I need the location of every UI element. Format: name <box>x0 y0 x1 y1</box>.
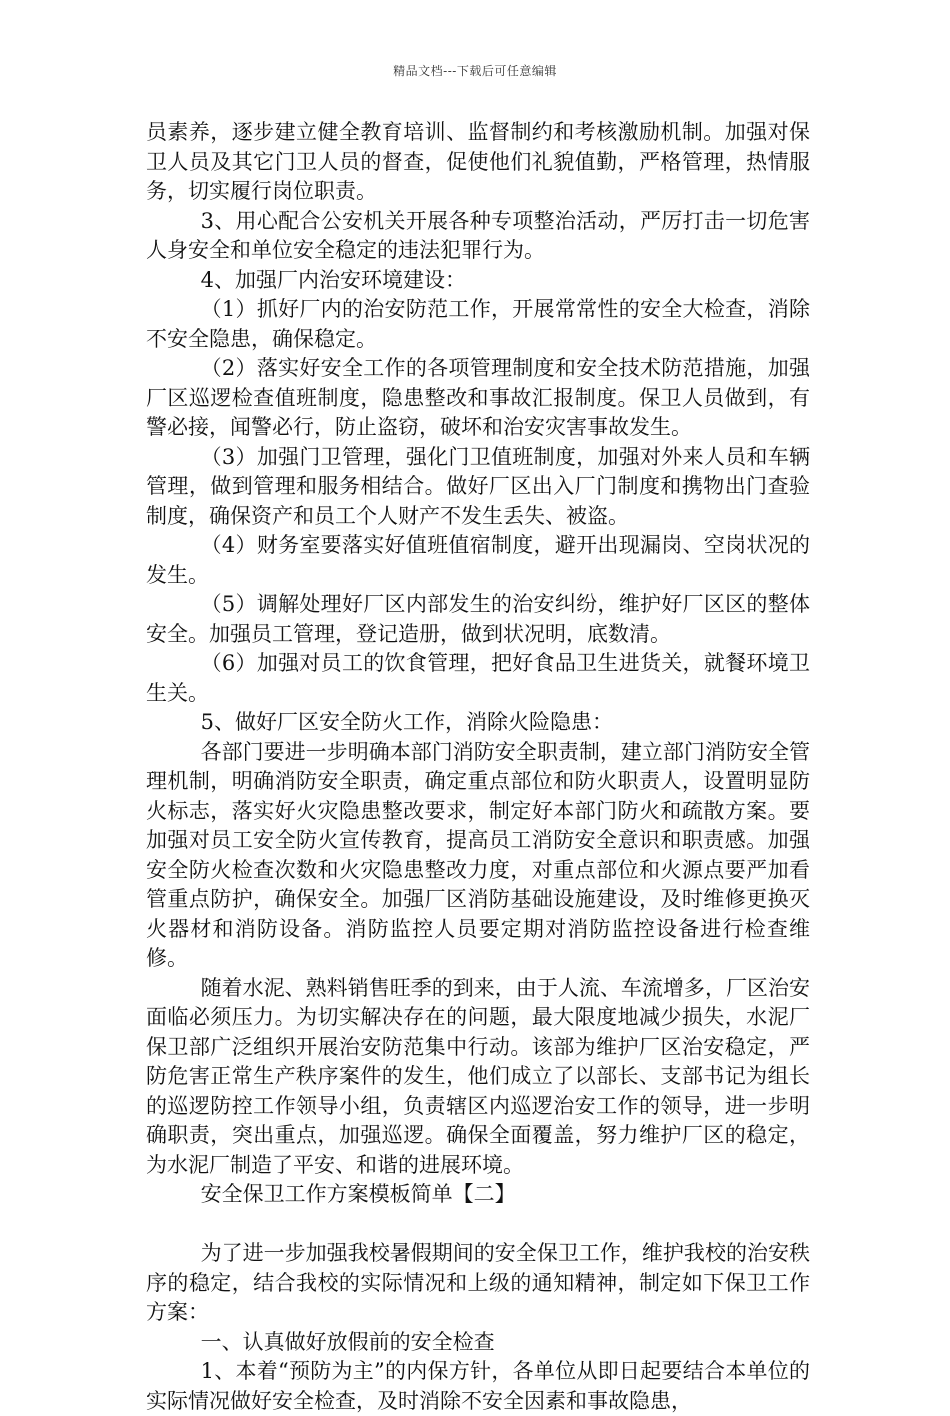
section-title: 安全保卫工作方案模板简单【二】 <box>200 1182 516 1206</box>
paragraph-4: （1）抓好厂内的治安防范工作，开展常常性的安全大检查，消除不安全隐患，确保稳定。 <box>146 297 810 351</box>
paragraph-1: 员素养，逐步建立健全教育培训、监督制约和考核激励机制。加强对保卫人员及其它门卫人员的督查，促使他们礼貌值勤，严格管理，热情服务，切实履行岗位职责。 <box>146 120 810 203</box>
paragraph-7: （4）财务室要落实好值班值宿制度，避开出现漏岗、空岗状况的发生。 <box>146 533 810 587</box>
paragraph-8: （5）调解处理好厂区内部发生的治安纠纷，维护好厂区区的整体安全。加强员工管理，登记造册，做到状况明，底数清。 <box>146 592 810 646</box>
paragraph-2: 3、用心配合公安机关开展各种专项整治活动，严厉打击一切危害人身安全和单位安全稳定的违法犯罪行为。 <box>146 208 810 262</box>
paragraph-6: （3）加强门卫管理，强化门卫值班制度，加强对外来人员和车辆管理，做到管理和服务相结合。做好厂区出入厂门制度和携物出门查验制度，确保资产和员工个人财产不发生丢失、被盗。 <box>146 444 810 528</box>
paragraph-9: （6）加强对员工的饮食管理，把好食品卫生进货关，就餐环境卫生关。 <box>146 651 810 705</box>
paragraph-12: 随着水泥、熟料销售旺季的到来，由于人流、车流增多，厂区治安面临必须压力。为切实解决存在的问题，最大限度地减少损失，水泥厂保卫部广泛组织开展治安防范集中行动。该部为维护厂区治安稳定，严防危害正常生产秩序案件的发生，他们成立了以部长、支部书记为组长的巡逻防控工作领导小组，负责辖区内巡逻治安工作的领导，进一步明确职责，突出重点，加强巡逻。确保全面覆盖，努力维护厂区的稳定，为水泥厂制造了平安、和谐的进展环境。 <box>146 975 810 1177</box>
paragraph-14: 为了进一步加强我校暑假期间的安全保卫工作，维护我校的治安秩序的稳定，结合我校的实际情况和上级的通知精神，制定如下保卫工作方案： <box>146 1241 810 1324</box>
blank-line <box>146 1210 810 1240</box>
paragraph-3: 4、加强厂内治安环境建设： <box>200 267 466 292</box>
paragraph-11: 各部门要进一步明确本部门消防安全职责制，建立部门消防安全管理机制，明确消防安全职责，确定重点部位和防火职责人，设置明显防火标志，落实好火灾隐患整改要求，制定好本部门防火和疏散方案。要加强对员工安全防火宣传教育，提高员工消防安全意识和职责感。加强安全防火检查次数和火灾隐患整改力度，对重点部位和火源点要严加看管重点防护，确保安全。加强厂区消防基础设施建设，及时维修更换灭火器材和消防设备。消防监控人员要定期对消防监控设备进行检查维修。 <box>146 739 810 970</box>
paragraph-5: （2）落实好安全工作的各项管理制度和安全技术防范措施，加强厂区巡逻检查值班制度，隐患整改和事故汇报制度。保卫人员做到，有警必接，闻警必行，防止盗窃，破坏和治安灾害事故发生。 <box>146 356 810 439</box>
document-body <box>146 118 810 1416</box>
paragraph-15: 一、认真做好放假前的安全检查 <box>200 1329 495 1354</box>
page-header: 精品文档---下载后可任意编辑 <box>393 64 557 78</box>
paragraph-10: 5、做好厂区安全防火工作，消除火险隐患： <box>200 710 613 734</box>
paragraph-16: 1、本着“预防为主”的内保方针，各单位从即日起要结合本单位的实际情况做好安全检查，及时消除不安全因素和事故隐患， <box>146 1359 810 1413</box>
